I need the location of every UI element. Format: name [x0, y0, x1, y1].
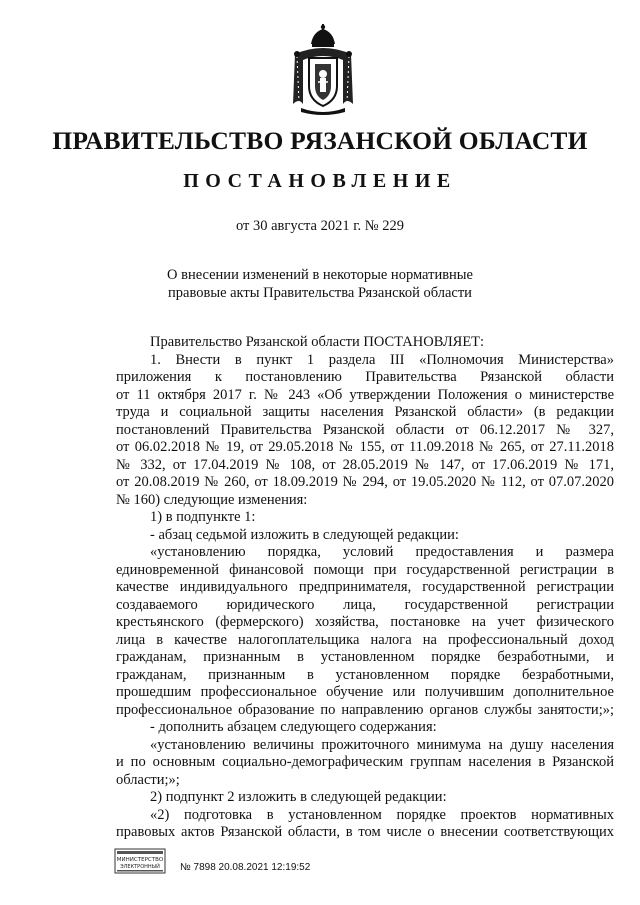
stamp-text: ЭЛЕКТРОННЫЙ — [120, 864, 160, 870]
body-line: создаваемого юридического лица, государственной регистрации — [116, 596, 614, 613]
body-line: «установлению порядка, условий предоставления и размера — [150, 544, 614, 560]
body-line: области;»; — [116, 771, 180, 788]
body-line: № 332, от 17.04.2019 № 108, от 28.05.2019 № 147, от 17.06.2019 № 171, — [116, 456, 614, 473]
document-type: ПОСТАНОВЛЕНИЕ — [183, 170, 457, 192]
body-line: крестьянского (фермерского) хозяйства, постановке на учет физического — [116, 614, 614, 630]
body-line: 1) в подпункте 1: — [150, 509, 256, 525]
body-line: единовременной финансовой помощи при государственной регистрации в — [116, 561, 614, 578]
body-line: «установлению величины прожиточного минимума на душу населения — [150, 736, 614, 753]
body-line: труда и социальной защиты населения Рязанской области» (в редакции — [116, 404, 614, 420]
subject-line: правовые акты Правительства Рязанской области — [168, 285, 472, 301]
crown-icon — [311, 24, 335, 47]
body-line: № 160) следующие изменения: — [116, 491, 308, 508]
body-line: качестве индивидуального предпринимателя, государственной регистрации — [116, 579, 614, 595]
body-line: профессиональное образование по направлению органов службы занятости;»; — [116, 701, 614, 718]
body-line: - дополнить абзацем следующего содержания: — [150, 719, 437, 735]
body-line: - абзац седьмой изложить в следующей редакции: — [150, 526, 459, 543]
body-line: от 11 октября 2017 г. № 243 «Об утверждении Положения о министерстве — [116, 386, 614, 403]
subject-line: О внесении изменений в некоторые нормативные — [167, 267, 473, 283]
body-line: прошедшим профессиональное обучение или получившим дополнительное — [116, 684, 614, 700]
body-line: и по основным социально-демографическим группам населения в Рязанской — [116, 754, 614, 770]
stamp-text: МИНИСТЕРСТВО — [116, 857, 164, 863]
body-line: постановлений Правительства Рязанской области от 06.12.2017 № 327, — [116, 421, 614, 438]
document-subject — [0, 266, 640, 302]
government-name: ПРАВИТЕЛЬСТВО РЯЗАНСКОЙ ОБЛАСТИ — [52, 126, 588, 155]
electronic-stamp-icon — [114, 848, 166, 874]
document-body — [116, 334, 614, 842]
body-line: «2) подготовка в установленном порядке проектов нормативных — [150, 806, 614, 823]
body-line: от 20.08.2019 № 260, от 18.09.2019 № 294, от 19.05.2020 № 112, от 07.07.2020 — [116, 474, 614, 490]
body-line: приложения к постановлению Правительства Рязанской области — [116, 369, 614, 385]
body-line: лица в качестве налогоплательщика налога на профессиональный доход — [116, 631, 614, 648]
body-line: Правительство Рязанской области ПОСТАНОВЛЯЕТ: — [150, 334, 485, 350]
emblem-base — [301, 108, 345, 115]
body-line: от 06.02.2018 № 19, от 29.05.2018 № 155, от 11.09.2018 № 265, от 27.11.2018 — [116, 439, 614, 455]
body-line: гражданам, признанным в установленном порядке безработными, — [116, 666, 614, 683]
body-line: 1. Внести в пункт 1 раздела III «Полномочия Министерства» — [150, 351, 614, 368]
coat-of-arms-emblem — [287, 24, 359, 116]
body-line: гражданам, признанным в установленном порядке безработными, и — [116, 649, 614, 665]
shield-icon — [309, 58, 337, 106]
body-line: 2) подпункт 2 изложить в следующей редакции: — [150, 789, 447, 805]
registration-number: № 7898 20.08.2021 12:19:52 — [180, 862, 311, 873]
document-date-number: от 30 августа 2021 г. № 229 — [235, 218, 405, 234]
registration-footer — [114, 848, 494, 888]
body-line: правовых актов Рязанской области, в том числе о внесении соответствующих — [116, 824, 614, 840]
